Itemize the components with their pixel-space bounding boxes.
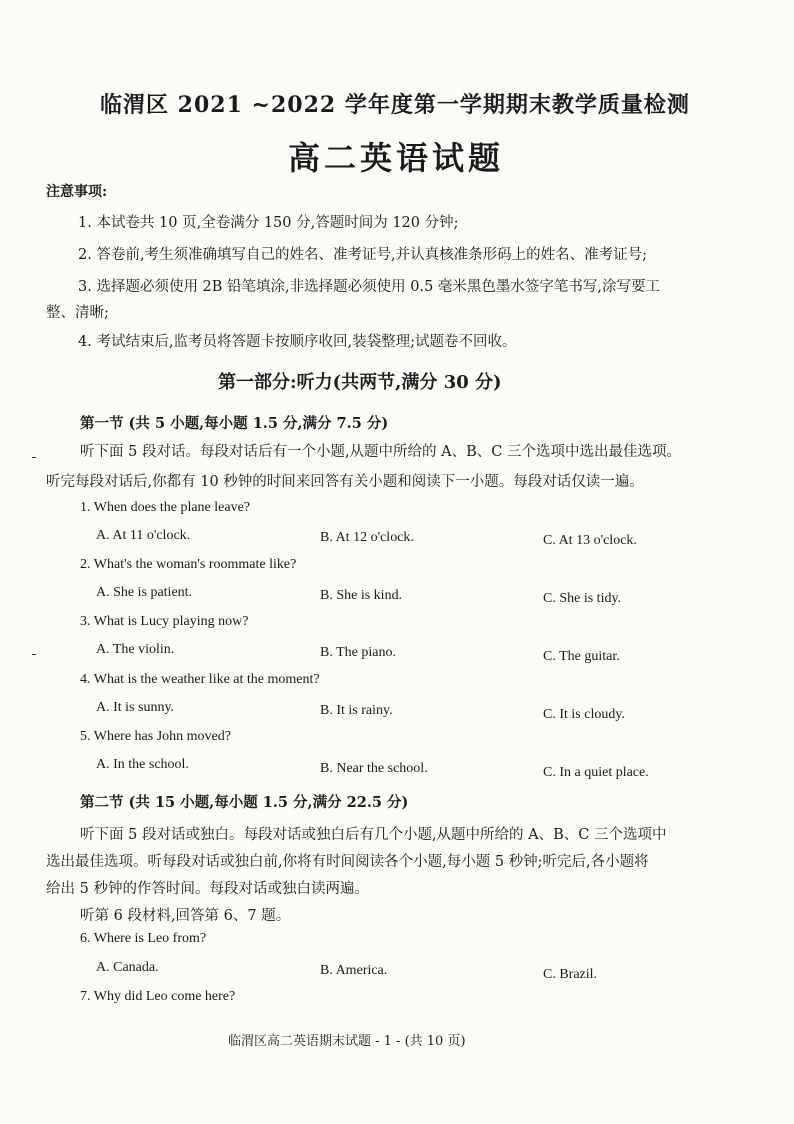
notice-item-3: 3. 选择题必须使用 2B 铅笔填涂,非选择题必须使用 0.5 毫米黑色墨水签字笔书写,涂写要工 bbox=[78, 279, 661, 295]
q6-option-b: B. America. bbox=[320, 963, 388, 978]
q3-option-c: C. The guitar. bbox=[543, 649, 620, 664]
q4-option-b: B. It is rainy. bbox=[320, 703, 393, 718]
q1-option-b: B. At 12 o'clock. bbox=[320, 530, 414, 545]
exam-subtitle: 高二英语试题 bbox=[288, 139, 505, 177]
notice-item-2: 2. 答卷前,考生须准确填写自己的姓名、准考证号,并认真核准条形码上的姓名、准考证号; bbox=[78, 247, 648, 263]
question-3: 3. What is Lucy playing now? bbox=[80, 614, 249, 629]
q6-option-a: A. Canada. bbox=[96, 960, 159, 975]
section1-heading: 第一节 (共 5 小题,每小题 1.5 分,满分 7.5 分) bbox=[80, 415, 389, 432]
question-2: 2. What's the woman's roommate like? bbox=[80, 557, 297, 572]
q4-option-a: A. It is sunny. bbox=[96, 700, 175, 715]
margin-tick bbox=[32, 457, 36, 458]
q5-option-a: A. In the school. bbox=[96, 757, 189, 772]
section2-instructions-line1: 听下面 5 段对话或独白。每段对话或独白后有几个小题,从题中所给的 A、B、C 三个选项中 bbox=[80, 827, 667, 843]
q2-option-a: A. She is patient. bbox=[96, 585, 193, 600]
section2-instructions-line3: 给出 5 秒钟的作答时间。每段对话或独白读两遍。 bbox=[46, 881, 369, 897]
q5-option-b: B. Near the school. bbox=[320, 761, 428, 776]
section2-heading: 第二节 (共 15 小题,每小题 1.5 分,满分 22.5 分) bbox=[80, 794, 409, 811]
q6-option-c: C. Brazil. bbox=[543, 967, 598, 982]
section2-instructions-line2: 选出最佳选项。听每段对话或独白前,你将有时间阅读各个小题,每小题 5 秒钟;听完后,各小题将 bbox=[46, 854, 649, 870]
q4-option-c: C. It is cloudy. bbox=[543, 707, 625, 722]
q2-option-b: B. She is kind. bbox=[320, 588, 403, 603]
q1-option-a: A. At 11 o'clock. bbox=[96, 528, 191, 543]
q3-option-b: B. The piano. bbox=[320, 645, 396, 660]
q2-option-c: C. She is tidy. bbox=[543, 591, 622, 606]
q3-option-a: A. The violin. bbox=[96, 642, 175, 657]
exam-title: 临渭区 2021 ~2022 学年度第一学期期末教学质量检测 bbox=[100, 92, 690, 118]
q5-option-c: C. In a quiet place. bbox=[543, 765, 649, 780]
material-note: 听第 6 段材料,回答第 6、7 题。 bbox=[80, 908, 291, 924]
q1-option-c: C. At 13 o'clock. bbox=[543, 533, 637, 548]
question-6: 6. Where is Leo from? bbox=[80, 931, 207, 946]
question-5: 5. Where has John moved? bbox=[80, 729, 231, 744]
question-4: 4. What is the weather like at the moment? bbox=[80, 672, 320, 687]
section1-instructions-line2: 听完每段对话后,你都有 10 秒钟的时间来回答有关小题和阅读下一小题。每段对话仅读一遍。 bbox=[46, 474, 644, 490]
notice-item-4: 4. 考试结束后,监考员将答题卡按顺序收回,装袋整理;试题卷不回收。 bbox=[78, 334, 517, 350]
notice-item-1: 1. 本试卷共 10 页,全卷满分 150 分,答题时间为 120 分钟; bbox=[78, 215, 459, 231]
notice-heading: 注意事项: bbox=[46, 184, 108, 200]
notice-item-3-cont: 整、清晰; bbox=[46, 305, 109, 321]
section1-instructions-line1: 听下面 5 段对话。每段对话后有一个小题,从题中所给的 A、B、C 三个选项中选出最佳选项。 bbox=[80, 444, 681, 460]
page-footer: 临渭区高二英语期末试题 - 1 - (共 10 页) bbox=[228, 1034, 466, 1049]
question-7: 7. Why did Leo come here? bbox=[80, 989, 236, 1004]
margin-tick bbox=[32, 654, 36, 655]
question-1: 1. When does the plane leave? bbox=[80, 500, 251, 515]
part1-title: 第一部分:听力(共两节,满分 30 分) bbox=[218, 372, 502, 393]
